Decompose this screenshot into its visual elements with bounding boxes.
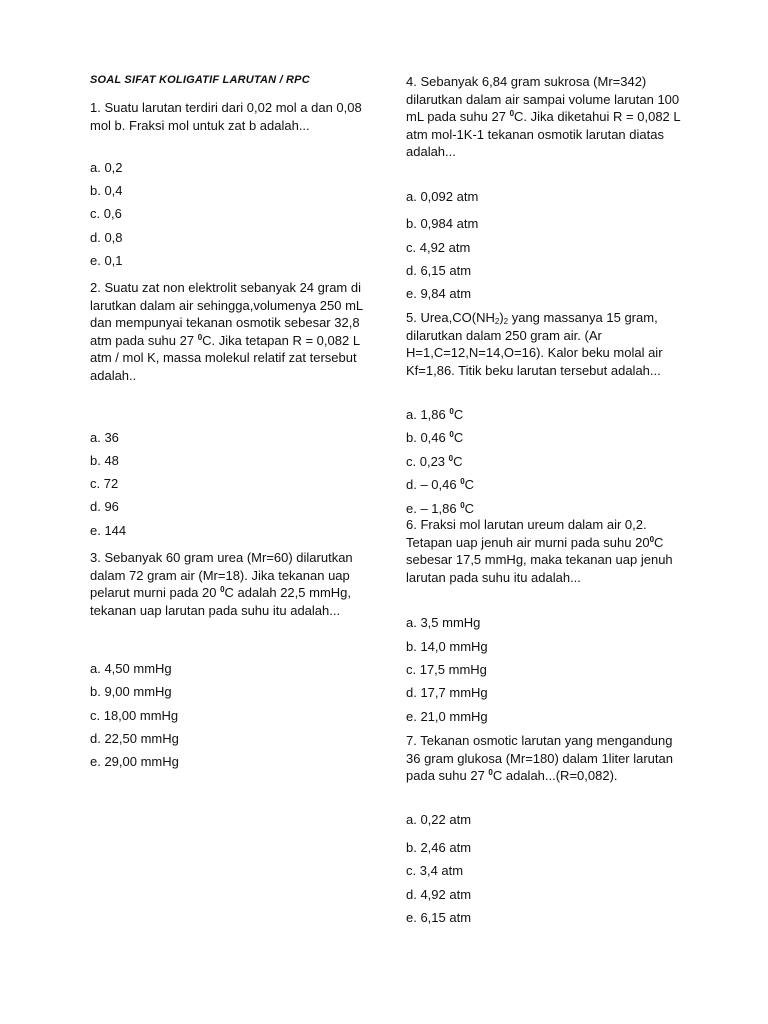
question-5-text-c: yang massanya 15 gram, dilarutkan dalam 250 gram air. (Ar H=1,C=12,N=14,O=16). Kalor beku molal air Kf=1,86. Titik beku larutan tersebut adalah... xyxy=(406,310,663,378)
q3-option-d: d. 22,50 mmHg xyxy=(90,731,179,746)
question-2 xyxy=(90,279,372,384)
degree-sup: 0 xyxy=(649,534,655,544)
subscript: 2 xyxy=(494,317,500,326)
option-text: d. – 0,46 xyxy=(406,477,461,492)
option-unit: C xyxy=(453,407,464,422)
question-1: 1. Suatu larutan terdiri dari 0,02 mol a dan 0,08 mol b. Fraksi mol untuk zat b adalah... xyxy=(90,100,362,133)
option-text: c. 0,23 xyxy=(406,454,449,469)
q3-option-c: c. 18,00 mmHg xyxy=(90,708,179,723)
question-3 xyxy=(90,549,372,619)
degree-sup: 0 xyxy=(460,477,465,486)
q4-option-d: d. 6,15 atm xyxy=(406,263,472,278)
question-6 xyxy=(406,516,688,586)
q6-option-b: b. 14,0 mmHg xyxy=(406,639,488,654)
q4-option-e: e. 9,84 atm xyxy=(406,286,472,301)
q2-option-d: d. 96 xyxy=(90,499,119,514)
degree-sup: 0 xyxy=(509,109,515,118)
question-2-text-a: 2. Suatu zat non elektrolit sebanyak 24 gram di larutkan dalam air sehingga,volumenya 250 mL dan mempunyai tekanan osmotik sebesar 32,8 atm pada suhu 27 xyxy=(90,280,363,348)
question-2-text-b: C. Jika tetapan R = 0,082 L atm / mol K, massa molekul relatif zat tersebut adalah.. xyxy=(90,332,360,383)
question-6-text-a: 6. Fraksi mol larutan ureum dalam air 0,2. Tetapan uap jenuh air murni pada suhu 20 xyxy=(406,517,650,550)
q4-option-b: b. 0,984 atm xyxy=(406,216,479,231)
question-4 xyxy=(406,73,688,161)
degree-sup: 0 xyxy=(197,332,203,342)
q2-option-b: b. 48 xyxy=(90,453,119,468)
subscript: 2 xyxy=(503,317,509,326)
option-text: a. 1,86 xyxy=(406,407,450,422)
question-5 xyxy=(406,309,688,379)
q4-option-a: a. 0,092 atm xyxy=(406,189,479,204)
option-unit: C xyxy=(464,501,475,516)
q5-option-b xyxy=(406,429,463,446)
q7-option-a: a. 0,22 atm xyxy=(406,812,472,827)
degree-sup: 0 xyxy=(460,501,465,510)
document-title: SOAL SIFAT KOLIGATIF LARUTAN / RPC xyxy=(90,74,310,86)
q5-option-d xyxy=(406,476,474,493)
q3-option-e: e. 29,00 mmHg xyxy=(90,754,179,769)
q2-option-a: a. 36 xyxy=(90,430,119,445)
question-7-text-b: C adalah...(R=0,082). xyxy=(492,768,618,783)
question-4-text-a: 4. Sebanyak 6,84 gram sukrosa (Mr=342) dilarutkan dalam air sampai volume larutan 100 mL pada suhu 27 xyxy=(406,74,680,124)
question-7-text-a: 7. Tekanan osmotic larutan yang mengandung 36 gram glukosa (Mr=180) dalam 1liter larutan pada suhu 27 xyxy=(406,733,673,783)
question-7 xyxy=(406,732,688,785)
q7-option-e: e. 6,15 atm xyxy=(406,910,472,925)
q1-option-e: e. 0,1 xyxy=(90,253,123,268)
question-3-text-a: 3. Sebanyak 60 gram urea (Mr=60) dilarutkan dalam 72 gram air (Mr=18). Jika tekanan uap pelarut murni pada 20 xyxy=(90,550,353,600)
q1-option-c: c. 0,6 xyxy=(90,206,122,221)
q7-option-b: b. 2,46 atm xyxy=(406,840,472,855)
q7-option-c: c. 3,4 atm xyxy=(406,863,464,878)
option-text: b. 0,46 xyxy=(406,430,450,445)
q1-option-b: b. 0,4 xyxy=(90,183,123,198)
q6-option-c: c. 17,5 mmHg xyxy=(406,662,487,677)
option-text: e. – 1,86 xyxy=(406,501,461,516)
q6-option-a: a. 3,5 mmHg xyxy=(406,615,481,630)
question-5-text-a: 5. Urea,CO(NH xyxy=(406,310,495,325)
q1-option-a: a. 0,2 xyxy=(90,160,123,175)
q3-option-b: b. 9,00 mmHg xyxy=(90,684,172,699)
q6-option-e: e. 21,0 mmHg xyxy=(406,709,488,724)
question-4-text-b: C. Jika diketahui R = 0,082 L atm mol-1K-1 tekanan osmotik larutan diatas adalah... xyxy=(406,109,681,159)
option-unit: C xyxy=(453,454,463,469)
option-unit: C xyxy=(453,430,464,445)
degree-sup: 0 xyxy=(448,454,454,463)
question-3-text-b: C adalah 22,5 mmHg, tekanan uap larutan pada suhu itu adalah... xyxy=(90,585,351,618)
option-unit: C xyxy=(464,477,475,492)
question-6-text-b: C sebesar 17,5 mmHg, maka tekanan uap jenuh larutan pada suhu itu adalah... xyxy=(406,534,673,585)
q2-option-e: e. 144 xyxy=(90,523,127,538)
q5-option-c xyxy=(406,453,462,470)
degree-sup: 0 xyxy=(220,585,225,594)
q1-option-d: d. 0,8 xyxy=(90,230,123,245)
q4-option-c: c. 4,92 atm xyxy=(406,240,471,255)
q6-option-d: d. 17,7 mmHg xyxy=(406,685,488,700)
q7-option-d: d. 4,92 atm xyxy=(406,887,472,902)
q5-option-e xyxy=(406,500,474,517)
q5-option-a xyxy=(406,406,463,423)
q3-option-a: a. 4,50 mmHg xyxy=(90,661,172,676)
degree-sup: 0 xyxy=(449,430,454,439)
degree-sup: 0 xyxy=(449,407,454,416)
question-5-text-b: ) xyxy=(499,310,504,325)
degree-sup: 0 xyxy=(488,768,493,777)
q2-option-c: c. 72 xyxy=(90,476,119,491)
